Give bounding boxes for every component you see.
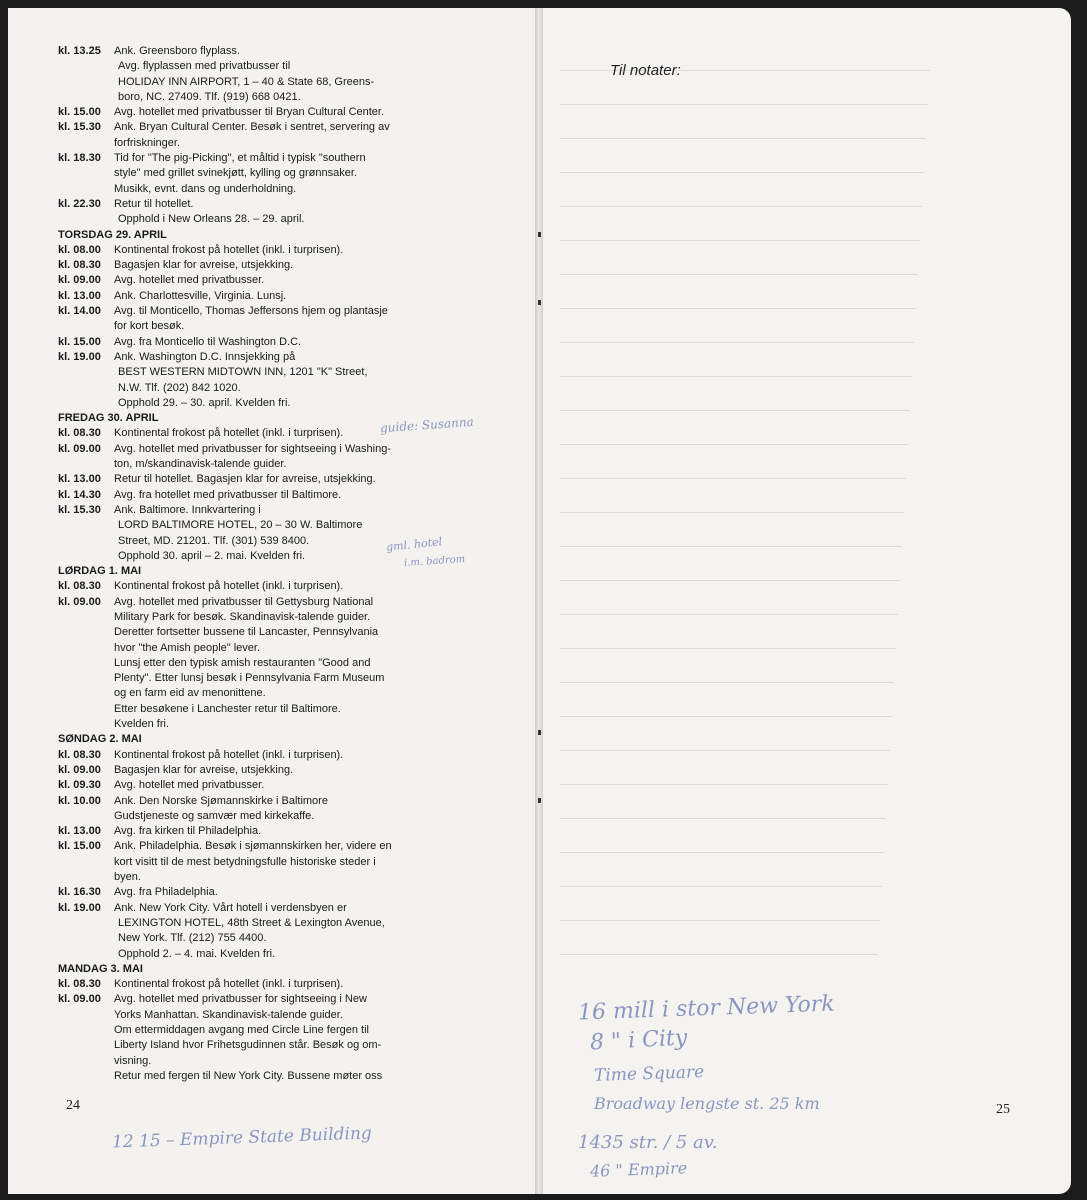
entry-continuation: N.W. Tlf. (202) 842 1020. bbox=[118, 381, 241, 394]
entry-time: kl. 13.00 bbox=[58, 825, 101, 838]
entry-line: Ank. Baltimore. Innkvartering i bbox=[114, 503, 261, 516]
entry-text bbox=[114, 243, 474, 258]
day-heading: SØNDAG 2. MAI bbox=[58, 733, 142, 746]
show-through-line bbox=[560, 920, 880, 921]
entry-line: Gudstjeneste og samvær med kirkekaffe. bbox=[114, 809, 315, 822]
entry-text bbox=[114, 778, 474, 793]
handwritten-hotel-note-2: i.m. badrom bbox=[403, 553, 466, 570]
itinerary-entry bbox=[54, 273, 474, 288]
entry-line: Retur med fergen til New York City. Bussene møter oss bbox=[114, 1069, 383, 1082]
day-heading: LØRDAG 1. MAI bbox=[58, 565, 142, 578]
page-number-right: 25 bbox=[996, 1102, 1010, 1117]
itinerary-entry bbox=[54, 763, 474, 778]
entry-continuation: Street, MD. 21201. Tlf. (301) 539 8400. bbox=[118, 534, 310, 547]
entry-text bbox=[114, 579, 474, 594]
entry-text bbox=[114, 885, 474, 900]
show-through-line bbox=[560, 750, 890, 751]
entry-line: Kontinental frokost på hotellet (inkl. i turprisen). bbox=[114, 427, 344, 440]
entry-continuation: LORD BALTIMORE HOTEL, 20 – 30 W. Baltimore bbox=[118, 519, 363, 532]
itinerary-entry bbox=[54, 748, 474, 763]
entry-text bbox=[114, 824, 474, 839]
itinerary-entry bbox=[54, 350, 474, 365]
entry-line: Liberty Island hvor Frihetsgudinnen står. Besøk og om- bbox=[114, 1039, 382, 1052]
entry-line: Ank. New York City. Vårt hotell i verdensbyen er bbox=[114, 901, 347, 914]
staple bbox=[538, 232, 541, 237]
itinerary-entry bbox=[54, 472, 474, 487]
itinerary-entry bbox=[54, 503, 474, 518]
notes-heading: Til notater: bbox=[610, 62, 681, 79]
handwritten-note-line: Broadway lengste st. 25 km bbox=[594, 1094, 820, 1113]
entry-line: Kontinental frokost på hotellet (inkl. i turprisen). bbox=[114, 978, 344, 991]
entry-time: kl. 08.30 bbox=[58, 580, 101, 593]
entry-line: Kontinental frokost på hotellet (inkl. i turprisen). bbox=[114, 580, 344, 593]
entry-time: kl. 08.30 bbox=[58, 748, 101, 761]
itinerary-entry bbox=[54, 901, 474, 916]
entry-continuation: Opphold 2. – 4. mai. Kvelden fri. bbox=[118, 947, 276, 960]
entry-time: kl. 08.30 bbox=[58, 427, 101, 440]
entry-line: kort visitt til de mest betydningsfulle historiske steder i bbox=[114, 855, 376, 868]
entry-line: Ank. Charlottesville, Virginia. Lunsj. bbox=[114, 289, 287, 302]
entry-time: kl. 08.00 bbox=[58, 243, 101, 256]
entry-line: Bagasjen klar for avreise, utsjekking. bbox=[114, 259, 294, 272]
show-through-line bbox=[560, 546, 902, 547]
entry-time: kl. 13.25 bbox=[58, 45, 101, 57]
entry-time: kl. 09.00 bbox=[58, 993, 101, 1006]
entry-text bbox=[114, 197, 474, 212]
itinerary-entry bbox=[54, 120, 474, 151]
itinerary-entry bbox=[54, 839, 474, 885]
entry-time: kl. 08.30 bbox=[58, 259, 101, 272]
itinerary-entry bbox=[54, 258, 474, 273]
entry-text bbox=[114, 273, 474, 288]
entry-text bbox=[114, 350, 474, 365]
show-through-line bbox=[560, 376, 912, 377]
entry-line: byen. bbox=[114, 871, 141, 884]
entry-line: og en farm eid av menonittene. bbox=[114, 687, 266, 700]
entry-text bbox=[114, 595, 474, 733]
handwritten-note-line: 8 " i City bbox=[589, 1025, 688, 1056]
entry-text bbox=[114, 748, 474, 763]
entry-time: kl. 15.00 bbox=[58, 840, 101, 853]
show-through-line bbox=[560, 852, 884, 853]
entry-line: Etter besøkene i Lanchester retur til Baltimore. bbox=[114, 702, 341, 715]
entry-time: kl. 13.00 bbox=[58, 473, 101, 486]
day-heading: MANDAG 3. MAI bbox=[58, 962, 143, 975]
entry-time: kl. 15.00 bbox=[58, 335, 101, 348]
show-through-line bbox=[560, 818, 886, 819]
entry-time: kl. 09.30 bbox=[58, 779, 101, 792]
entry-time: kl. 08.30 bbox=[58, 978, 101, 991]
entry-text bbox=[114, 258, 474, 273]
itinerary-entry bbox=[54, 824, 474, 839]
entry-line: Military Park for besøk. Skandinavisk-talende guider. bbox=[114, 610, 371, 623]
entry-line: Kontinental frokost på hotellet (inkl. i turprisen). bbox=[114, 748, 344, 761]
entry-line: Avg. hotellet med privatbusser for sightseeing i New bbox=[114, 993, 367, 1006]
entry-line: for kort besøk. bbox=[114, 320, 185, 333]
entry-line: Bagasjen klar for avreise, utsjekking. bbox=[114, 763, 294, 776]
entry-time: kl. 19.00 bbox=[58, 350, 101, 363]
entry-text bbox=[114, 335, 474, 350]
show-through-line bbox=[560, 580, 900, 581]
show-through-line bbox=[560, 410, 910, 411]
entry-text bbox=[114, 901, 474, 916]
entry-continuation: LEXINGTON HOTEL, 48th Street & Lexington Avenue, bbox=[118, 916, 385, 929]
entry-line: style" med grillet svinekjøtt, kylling og grønnsaker. bbox=[114, 167, 357, 180]
entry-continuation: Opphold i New Orleans 28. – 29. april. bbox=[118, 213, 305, 226]
entry-continuation: Opphold 29. – 30. april. Kvelden fri. bbox=[118, 396, 291, 409]
show-through-line bbox=[560, 274, 918, 275]
entry-time: kl. 09.00 bbox=[58, 763, 101, 776]
show-through-line bbox=[560, 886, 882, 887]
entry-line: Avg. hotellet med privatbusser til Bryan Cultural Center. bbox=[114, 106, 385, 119]
entry-line: Yorks Manhattan. Skandinavisk-talende guider. bbox=[114, 1008, 343, 1021]
entry-time: kl. 15.00 bbox=[58, 106, 101, 119]
page-number-left: 24 bbox=[66, 1098, 80, 1113]
entry-line: hvor "the Amish people" lever. bbox=[114, 641, 261, 654]
entry-line: Avg. hotellet med privatbusser for sightseeing i Washing- bbox=[114, 442, 391, 455]
itinerary-entry bbox=[54, 105, 474, 120]
show-through-line bbox=[560, 104, 928, 105]
entry-line: ton, m/skandinavisk-talende guider. bbox=[114, 458, 287, 471]
entry-line: Ank. Washington D.C. Innsjekking på bbox=[114, 350, 296, 363]
itinerary-entry bbox=[54, 992, 474, 1084]
entry-time: kl. 15.30 bbox=[58, 121, 101, 134]
entry-line: Ank. Greensboro flyplass. bbox=[114, 45, 240, 57]
entry-line: Deretter fortsetter bussene til Lancaster, Pennsylvania bbox=[114, 626, 379, 639]
entry-time: kl. 22.30 bbox=[58, 197, 101, 210]
handwritten-note-line: Time Square bbox=[593, 1062, 705, 1086]
entry-line: Om ettermiddagen avgang med Circle Line fergen til bbox=[114, 1024, 369, 1036]
entry-time: kl. 10.00 bbox=[58, 794, 101, 807]
entry-line: Retur til hotellet. Bagasjen klar for avreise, utsjekking. bbox=[114, 473, 376, 486]
entry-time: kl. 13.00 bbox=[58, 289, 101, 302]
show-through-line bbox=[560, 206, 922, 207]
show-through-line bbox=[560, 716, 892, 717]
entry-continuation: boro, NC. 27409. Tlf. (919) 668 0421. bbox=[118, 90, 301, 103]
entry-time: kl. 18.30 bbox=[58, 152, 101, 165]
itinerary-entry bbox=[54, 579, 474, 594]
entry-line: Retur til hotellet. bbox=[114, 197, 194, 210]
entry-line: visning. bbox=[114, 1054, 152, 1067]
show-through-line bbox=[560, 682, 894, 683]
entry-line: Kvelden fri. bbox=[114, 718, 170, 731]
entry-continuation: BEST WESTERN MIDTOWN INN, 1201 "K" Street, bbox=[118, 366, 368, 379]
entry-line: Lunsj etter den typisk amish restauranten "Good and bbox=[114, 656, 371, 669]
itinerary-entry bbox=[54, 44, 474, 59]
entry-line: Avg. hotellet med privatbusser. bbox=[114, 779, 265, 792]
itinerary-entry bbox=[54, 595, 474, 733]
entry-continuation: HOLIDAY INN AIRPORT, 1 – 40 & State 68, Greens- bbox=[118, 75, 375, 88]
itinerary-entry bbox=[54, 778, 474, 793]
entry-line: Ank. Den Norske Sjømannskirke i Baltimore bbox=[114, 794, 328, 807]
entry-text bbox=[114, 289, 474, 304]
entry-line: Avg. til Monticello, Thomas Jeffersons hjem og plantasje bbox=[114, 305, 388, 318]
show-through-line bbox=[560, 512, 904, 513]
handwritten-note-line: 1435 str. / 5 av. bbox=[578, 1132, 718, 1153]
entry-line: Avg. fra kirken til Philadelphia. bbox=[114, 825, 262, 838]
handwritten-note-line: 16 mill i stor New York bbox=[577, 991, 836, 1026]
entry-text bbox=[114, 44, 474, 59]
itinerary-entry bbox=[54, 977, 474, 992]
entry-line: Avg. fra hotellet med privatbusser til Baltimore. bbox=[114, 488, 342, 501]
entry-text bbox=[114, 442, 474, 473]
show-through-line bbox=[560, 954, 878, 955]
entry-time: kl. 15.30 bbox=[58, 503, 101, 516]
handwritten-note-line: 46 " Empire bbox=[589, 1158, 688, 1181]
entry-time: kl. 09.00 bbox=[58, 595, 101, 608]
entry-continuation: Opphold 30. april – 2. mai. Kvelden fri. bbox=[118, 549, 306, 562]
day-heading: TORSDAG 29. APRIL bbox=[58, 228, 167, 241]
entry-text bbox=[114, 120, 474, 151]
itinerary-entry bbox=[54, 151, 474, 197]
entry-line: Avg. hotellet med privatbusser til Gettysburg National bbox=[114, 595, 374, 608]
itinerary-entry bbox=[54, 794, 474, 825]
entry-time: kl. 09.00 bbox=[58, 274, 101, 287]
entry-line: Ank. Philadelphia. Besøk i sjømannskirken her, videre en bbox=[114, 840, 392, 853]
entry-continuation: New York. Tlf. (212) 755 4400. bbox=[118, 932, 267, 945]
itinerary-entry bbox=[54, 885, 474, 900]
entry-line: Kontinental frokost på hotellet (inkl. i turprisen). bbox=[114, 243, 344, 256]
show-through-line bbox=[560, 172, 924, 173]
staple bbox=[538, 730, 541, 735]
entry-line: Avg. fra Monticello til Washington D.C. bbox=[114, 335, 302, 348]
show-through-line bbox=[560, 342, 914, 343]
show-through-line bbox=[560, 478, 906, 479]
book-spine bbox=[535, 8, 543, 1194]
entry-line: Avg. hotellet med privatbusser. bbox=[114, 274, 265, 287]
show-through-line bbox=[560, 308, 916, 309]
entry-text bbox=[114, 304, 474, 335]
entry-text bbox=[114, 992, 474, 1084]
show-through-line bbox=[560, 444, 908, 445]
show-through-line bbox=[560, 648, 896, 649]
show-through-line bbox=[560, 614, 898, 615]
entry-text bbox=[114, 977, 474, 992]
entry-text bbox=[114, 105, 474, 120]
staple bbox=[538, 798, 541, 803]
itinerary-entry bbox=[54, 289, 474, 304]
day-heading: FREDAG 30. APRIL bbox=[58, 412, 159, 425]
entry-text bbox=[114, 488, 474, 503]
entry-text bbox=[114, 763, 474, 778]
itinerary-entry bbox=[54, 243, 474, 258]
show-through-line bbox=[560, 784, 888, 785]
itinerary-entry bbox=[54, 197, 474, 212]
entry-line: Ank. Bryan Cultural Center. Besøk i sentret, servering av bbox=[114, 121, 390, 134]
handwritten-hotel-note: gml. hotel bbox=[385, 535, 443, 554]
entry-text bbox=[114, 839, 474, 885]
entry-line: Musikk, evnt. dans og underholdning. bbox=[114, 182, 297, 195]
entry-text bbox=[114, 794, 474, 825]
itinerary-entry bbox=[54, 335, 474, 350]
entry-text bbox=[114, 151, 474, 197]
entry-time: kl. 16.30 bbox=[58, 886, 101, 899]
entry-text bbox=[114, 503, 474, 518]
itinerary-entry bbox=[54, 488, 474, 503]
entry-line: Plenty". Etter lunsj besøk i Pennsylvania Farm Museum bbox=[114, 672, 385, 685]
itinerary-entry bbox=[54, 304, 474, 335]
entry-text bbox=[114, 472, 474, 487]
entry-time: kl. 14.00 bbox=[58, 305, 101, 318]
staple bbox=[538, 300, 541, 305]
handwritten-empire-note: 12 15 – Empire State Building bbox=[111, 1123, 373, 1153]
entry-continuation: Avg. flyplassen med privatbusser til bbox=[118, 60, 291, 73]
entry-time: kl. 09.00 bbox=[58, 442, 101, 455]
show-through-line bbox=[560, 240, 920, 241]
itinerary-entry bbox=[54, 442, 474, 473]
entry-time: kl. 19.00 bbox=[58, 901, 101, 914]
entry-line: forfriskninger. bbox=[114, 136, 181, 149]
entry-line: Tid for "The pig-Picking", et måltid i typisk "southern bbox=[114, 152, 366, 165]
entry-time: kl. 14.30 bbox=[58, 488, 101, 501]
entry-line: Avg. fra Philadelphia. bbox=[114, 886, 218, 899]
handwritten-guide-note: guide: Susanna bbox=[379, 414, 475, 436]
show-through-line bbox=[560, 138, 926, 139]
